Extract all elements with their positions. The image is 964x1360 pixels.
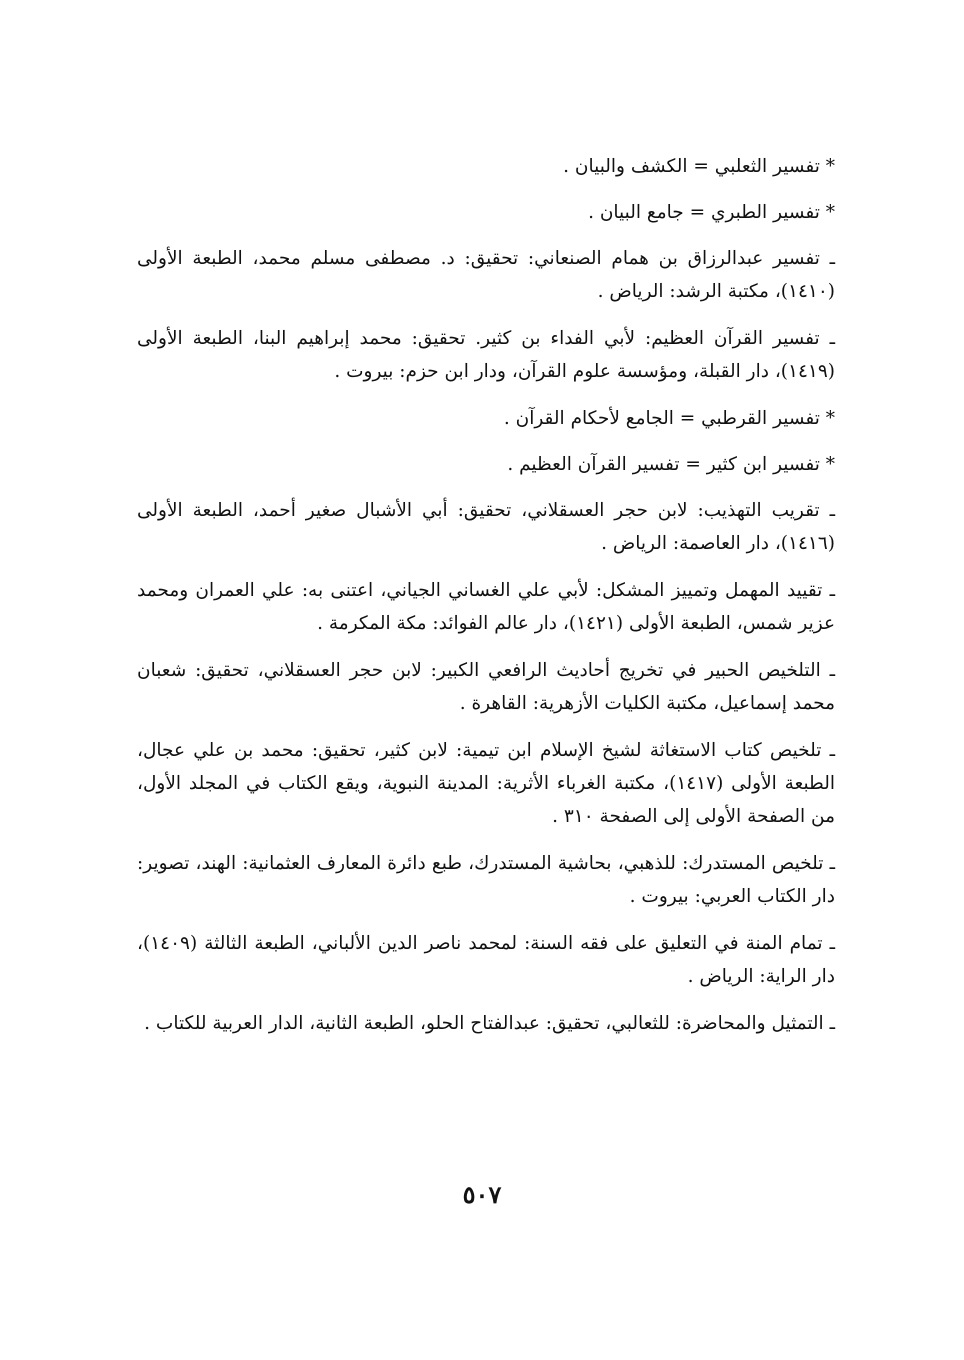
bibliography-entry: ـ تفسير عبدالرزاق بن همام الصنعاني: تحقيق: د. مصطفى مسلم محمد، الطبعة الأولى (١٤١٠)، مكتبة الرشد: الرياض . — [137, 248, 835, 302]
bibliography-entry: * تفسير الثعلبي = الكشف والبيان . — [563, 156, 835, 177]
bibliography-entry: ـ التلخيص الحبير في تخريج أحاديث الرافعي الكبير: لابن حجر العسقلاني، تحقيق: شعبان محمد إسماعيل، مكتبة الكليات الأزهرية: القاهرة . — [137, 660, 835, 714]
page-number: ٥٠٧ — [462, 1180, 502, 1209]
bibliography-entry: ـ التمثيل والمحاضرة: للثعالبي، تحقيق: عبدالفتاح الحلو، الطبعة الثانية، الدار العربية للكتاب . — [144, 1013, 835, 1034]
bibliography-entry: * تفسير الطبري = جامع البيان . — [588, 202, 835, 223]
bibliography-entry: * تفسير القرطبي = الجامع لأحكام القرآن . — [503, 408, 835, 429]
bibliography-entry: * تفسير ابن كثير = تفسير القرآن العظيم . — [507, 454, 835, 475]
bibliography-entry: ـ تفسير القرآن العظيم: لأبي الفداء بن كثير. تحقيق: محمد إبراهيم البنا، الطبعة الأولى (١٤١٩)، دار القبلة، ومؤسسة علوم القرآن، ودار ابن حزم: بيروت . — [137, 328, 835, 382]
bibliography-entry: ـ تلخيص كتاب الاستغاثة لشيخ الإسلام ابن تيمية: لابن كثير، تحقيق: محمد بن علي عجال، الطبعة الأولى (١٤١٧)، مكتبة الغرباء الأثرية: المدينة النبوية، ويقع الكتاب في المجلد الأول، من الصفحة الأولى إلى الصفحة ٣١٠ . — [137, 740, 836, 827]
bibliography-page — [137, 150, 835, 1054]
bibliography-entry: ـ تقريب التهذيب: لابن حجر العسقلاني، تحقيق: أبي الأشبال صغير أحمد، الطبعة الأولى (١٤١٦)، دار العاصمة: الرياض . — [137, 500, 835, 554]
bibliography-entry: ـ تمام المنة في التعليق على فقه السنة: لمحمد ناصر الدين الألباني، الطبعة الثالثة (١٤٠٩)، دار الراية: الرياض . — [137, 933, 835, 987]
bibliography-entry: ـ تقييد المهمل وتمييز المشكل: لأبي علي الغساني الجياني، اعتنى به: علي العمران ومحمد عزير شمس، الطبعة الأولى (١٤٢١)، دار عالم الفوائد: مكة المكرمة . — [137, 580, 835, 634]
bibliography-entry: ـ تلخيص المستدرك: للذهبي، بحاشية المستدرك، طبع دائرة المعارف العثمانية: الهند، تصوير: دار الكتاب العربي: بيروت . — [137, 853, 835, 907]
